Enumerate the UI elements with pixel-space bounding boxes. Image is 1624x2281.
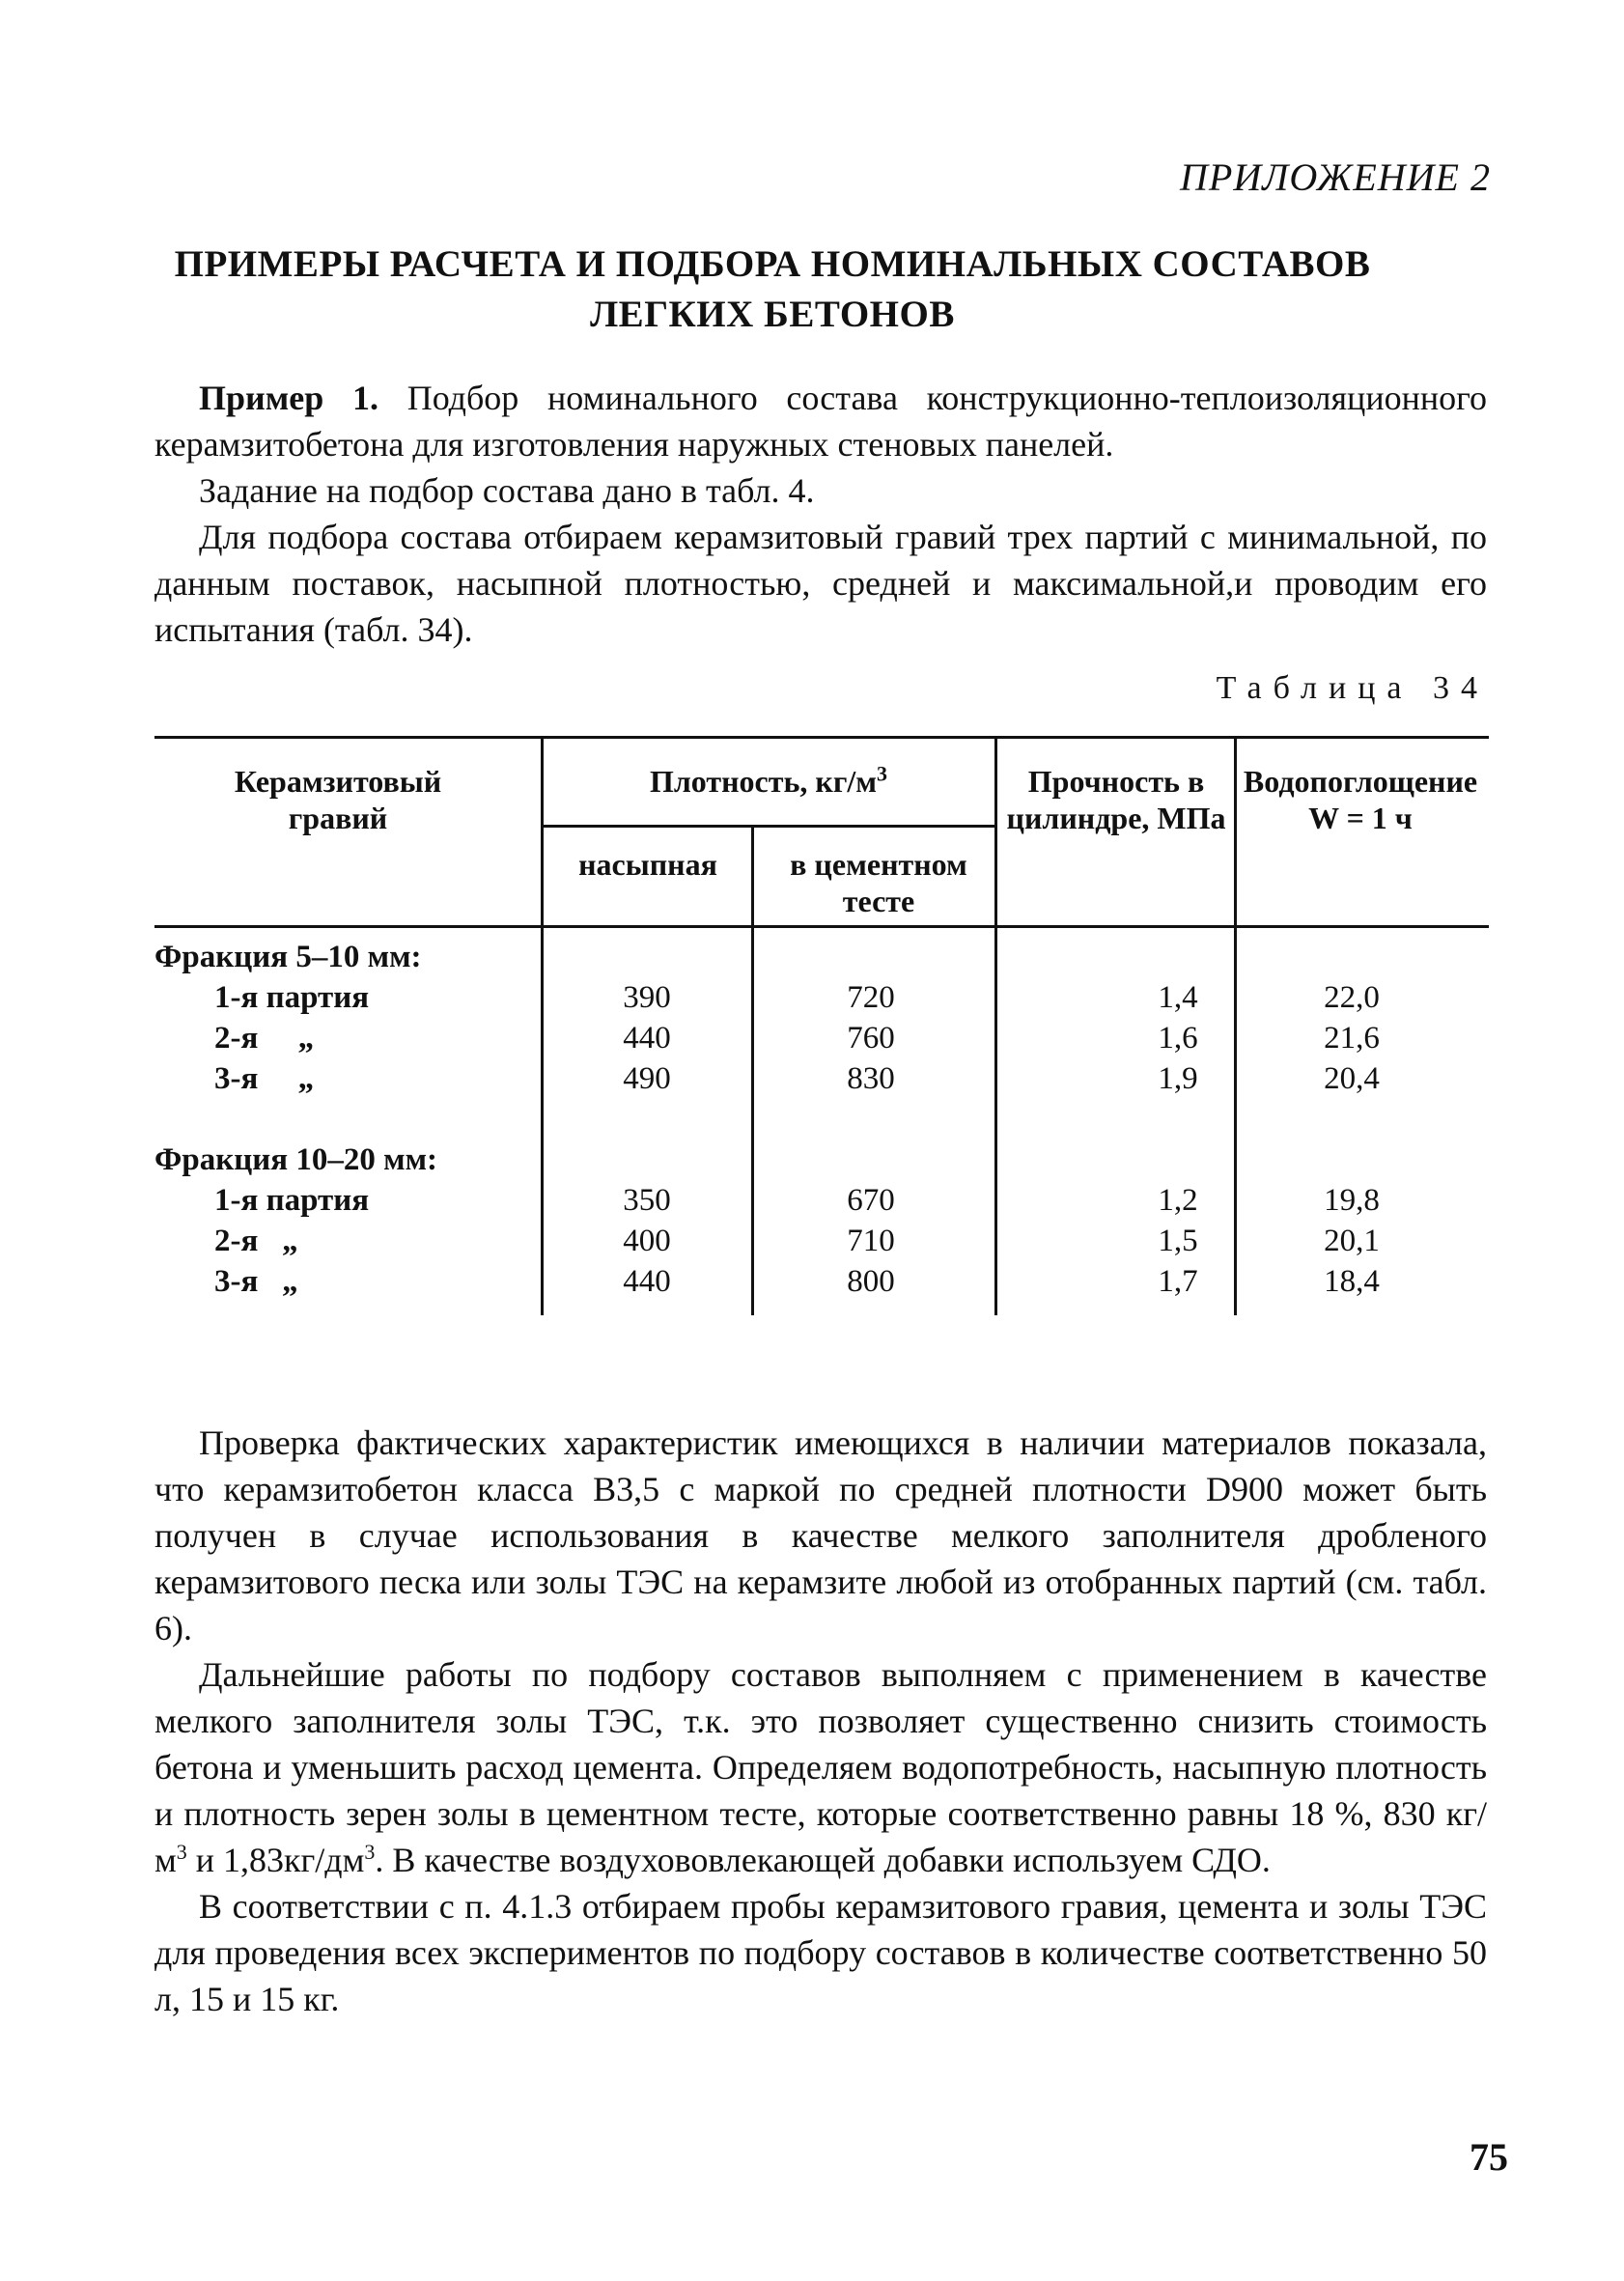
cell-bulk: 440	[623, 1264, 671, 1299]
cell-bulk: 350	[623, 1183, 671, 1218]
header-bulk: насыпная	[578, 847, 717, 882]
cell-paste: 670	[847, 1183, 895, 1218]
cell-water: 19,8	[1324, 1183, 1380, 1218]
cell-water: 21,6	[1324, 1021, 1380, 1056]
example-paragraph	[154, 375, 1487, 467]
table-vrule-3	[994, 736, 997, 1315]
table-vrule-1	[541, 736, 544, 1315]
table-caption: Таблица 34	[1216, 670, 1489, 706]
group-label-2: Фракция 10–20 мм:	[154, 1142, 438, 1177]
selection-paragraph: Для подбора состава отбираем керамзитовый гравий трех партий с минимальной, по данным поставок, насыпной плотностью, средней и максимальной,и проводим его испытания (табл. 34).	[154, 518, 1487, 649]
cell-paste: 830	[847, 1061, 895, 1096]
cell-strength: 1,5	[1158, 1224, 1198, 1258]
table-top-rule	[154, 736, 1489, 739]
p2-sup-1: 3	[176, 1840, 187, 1864]
cell-bulk: 390	[623, 980, 671, 1015]
table-header-rule	[154, 925, 1489, 928]
cell-paste: 710	[847, 1224, 895, 1258]
cell-water: 20,1	[1324, 1224, 1380, 1258]
body-paragraph-1: Проверка фактических характеристик имеющихся в наличии материалов показала, что керамзитобетон класса В3,5 с маркой по средней плотности D900 может быть получен в случае использования в качестве мелкого заполнителя дробленого керамзитового песка или золы ТЭС на керамзите любой из отобранных партий (см. табл. 6).	[154, 1423, 1487, 1647]
cell-water: 20,4	[1324, 1061, 1380, 1096]
table-vrule-2	[751, 825, 754, 1315]
p2-sup-2: 3	[364, 1840, 376, 1864]
example-text: Подбор номинального состава конструкционно-теплоизоляционного керамзитобетона для изготовления наружных стеновых панелей.	[154, 379, 1487, 464]
row-name: 2-я „	[214, 1224, 298, 1258]
page-title	[154, 239, 1390, 340]
cell-paste: 800	[847, 1264, 895, 1299]
cell-water: 18,4	[1324, 1264, 1380, 1299]
cell-strength: 1,4	[1158, 980, 1198, 1015]
header-water: Водопоглощение W = 1 ч	[1243, 764, 1478, 835]
cell-strength: 1,2	[1158, 1183, 1198, 1218]
title-line-2: ЛЕГКИХ БЕТОНОВ	[590, 294, 955, 335]
cell-strength: 1,7	[1158, 1264, 1198, 1299]
title-line-1: ПРИМЕРЫ РАСЧЕТА И ПОДБОРА НОМИНАЛЬНЫХ СОСТАВОВ	[174, 243, 1371, 285]
header-density-text: Плотность, кг/м	[649, 764, 878, 799]
cell-bulk: 490	[623, 1061, 671, 1096]
header-strength: Прочность в цилиндре, МПа	[1006, 764, 1226, 835]
cell-strength: 1,9	[1158, 1061, 1198, 1096]
header-density	[541, 763, 996, 800]
cell-strength: 1,6	[1158, 1021, 1198, 1056]
cell-bulk: 440	[623, 1021, 671, 1056]
page-number: 75	[1470, 2135, 1508, 2179]
body-paragraph-2	[154, 1651, 1487, 1883]
p2-text-b: и 1,83кг/дм	[186, 1841, 365, 1879]
body-paragraph-3: В соответствии с п. 4.1.3 отбираем пробы керамзитового гравия, цемента и золы ТЭС для проведения всех экспериментов по подбору составов в количестве соответственно 50 л, 15 и 15 кг.	[154, 1887, 1487, 2018]
table-34	[154, 736, 1489, 1315]
row-name: 1-я партия	[214, 980, 370, 1015]
cell-paste: 720	[847, 980, 895, 1015]
cell-bulk: 400	[623, 1224, 671, 1258]
example-label: Пример 1.	[199, 379, 378, 417]
header-in-paste: в цементном тесте	[790, 847, 967, 918]
group-label-1: Фракция 5–10 мм:	[154, 940, 422, 974]
task-paragraph: Задание на подбор состава дано в табл. 4.	[199, 471, 815, 510]
table-density-subrule	[541, 825, 996, 828]
header-density-sup: 3	[877, 761, 888, 786]
row-name: 1-я партия	[214, 1183, 370, 1218]
appendix-label: ПРИЛОЖЕНИЕ 2	[1180, 155, 1491, 199]
intro-section	[154, 375, 1487, 653]
cell-paste: 760	[847, 1021, 895, 1056]
cell-water: 22,0	[1324, 980, 1380, 1015]
p2-text-c: . В качестве воздухововлекающей добавки используем СДО.	[375, 1841, 1271, 1879]
header-gravel: Керамзитовый гравий	[234, 764, 442, 835]
row-name: 3-я „	[214, 1264, 298, 1299]
row-name: 3-я „	[214, 1061, 315, 1096]
p2-text-a: Дальнейшие работы по подбору составов выполняем с применением в качестве мелкого заполнителя золы ТЭС, т.к. это позволяет существенно снизить стоимость бетона и уменьшить расход цемента. Определяем водопотребность, насыпную плотность и плотность зерен золы в цементном тесте, которые соответственно равны 18 %, 830 кг/м	[154, 1655, 1487, 1879]
body-section	[154, 1420, 1487, 2022]
row-name: 2-я „	[214, 1021, 315, 1056]
